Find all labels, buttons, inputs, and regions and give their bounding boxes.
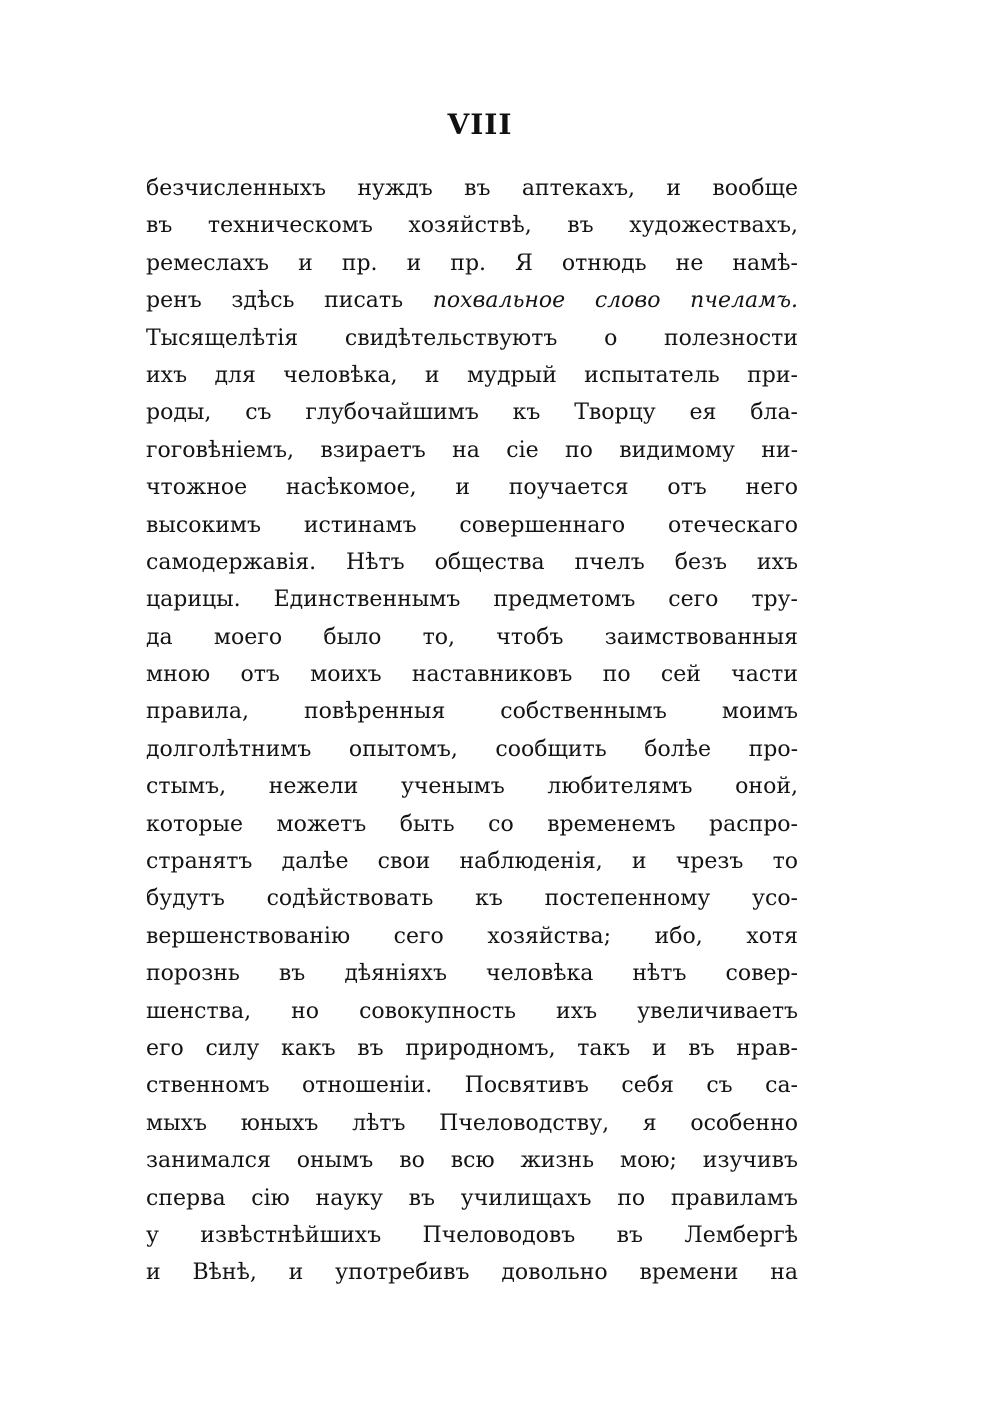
text-line: царицы. Единственнымъ предметомъ сего тру-	[146, 587, 798, 613]
text-line: мыхъ юныхъ лѣтъ Пчеловодству, я особенно	[146, 1110, 798, 1136]
text-line: вершенствованію сего хозяйства; ибо, хотя	[146, 923, 798, 949]
text-line	[146, 282, 798, 319]
text-line: самодержавія. Нѣтъ общества пчелъ безъ ихъ	[146, 549, 798, 575]
text-line: правила, повѣренныя собственнымъ моимъ	[146, 699, 798, 725]
text-line: ихъ для человѣка, и мудрый испытатель при-	[146, 362, 798, 388]
text-line: да моего было то, чтобъ заимствованныя	[146, 624, 798, 650]
text-line: будутъ содѣйствовать къ постепенному усо-	[146, 886, 798, 912]
page-number: VIII	[447, 108, 513, 141]
text-line: ремеслахъ и пр. и пр. Я отнюдь не намѣ-	[146, 250, 798, 276]
text-line: стымъ, нежели ученымъ любителямъ оной,	[146, 774, 798, 800]
text-line: долголѣтнимъ опытомъ, сообщить болѣе про-	[146, 736, 798, 762]
text-line-start: ренъ здѣсь писать	[146, 288, 404, 314]
text-line: въ техническомъ хозяйствѣ, въ художествахъ,	[146, 213, 798, 239]
text-line: гоговѣніемъ, взираетъ на сіе по видимому ни-	[146, 437, 798, 463]
text-line: высокимъ истинамъ совершеннаго отеческаго	[146, 512, 798, 538]
text-line: и Вѣнѣ, и употребивъ довольно времени на	[146, 1260, 798, 1286]
text-line: у извѣстнѣйшихъ Пчеловодовъ въ Лембергѣ	[146, 1222, 798, 1248]
body-text	[146, 170, 798, 1292]
italic-phrase: похвальное слово пчеламъ.	[432, 288, 798, 314]
text-line: мною отъ моихъ наставниковъ по сей части	[146, 662, 798, 688]
text-line: безчисленныхъ нуждъ въ аптекахъ, и вообще	[146, 176, 798, 201]
text-line: занимался онымъ во всю жизнь мою; изучивъ	[146, 1148, 798, 1174]
text-line: шенства, но совокупность ихъ увеличиваетъ	[146, 998, 798, 1024]
text-line: его силу какъ въ природномъ, такъ и въ нрав-	[146, 1035, 798, 1061]
text-line: ственномъ отношеніи. Посвятивъ себя съ са-	[146, 1073, 798, 1099]
text-line: Тысящелѣтія свидѣтельствуютъ о полезности	[146, 325, 798, 351]
text-line: странятъ далѣе свои наблюденія, и чрезъ то	[146, 849, 798, 875]
text-line: сперва сію науку въ училищахъ по правиламъ	[146, 1185, 798, 1211]
text-line: роды, съ глубочайшимъ къ Творцу ея бла-	[146, 400, 798, 426]
text-line: порознь въ дѣяніяхъ человѣка нѣтъ совер-	[146, 961, 798, 987]
text-line: которые можетъ быть со временемъ распро-	[146, 811, 798, 837]
text-line: чтожное насѣкомое, и поучается отъ него	[146, 475, 798, 501]
